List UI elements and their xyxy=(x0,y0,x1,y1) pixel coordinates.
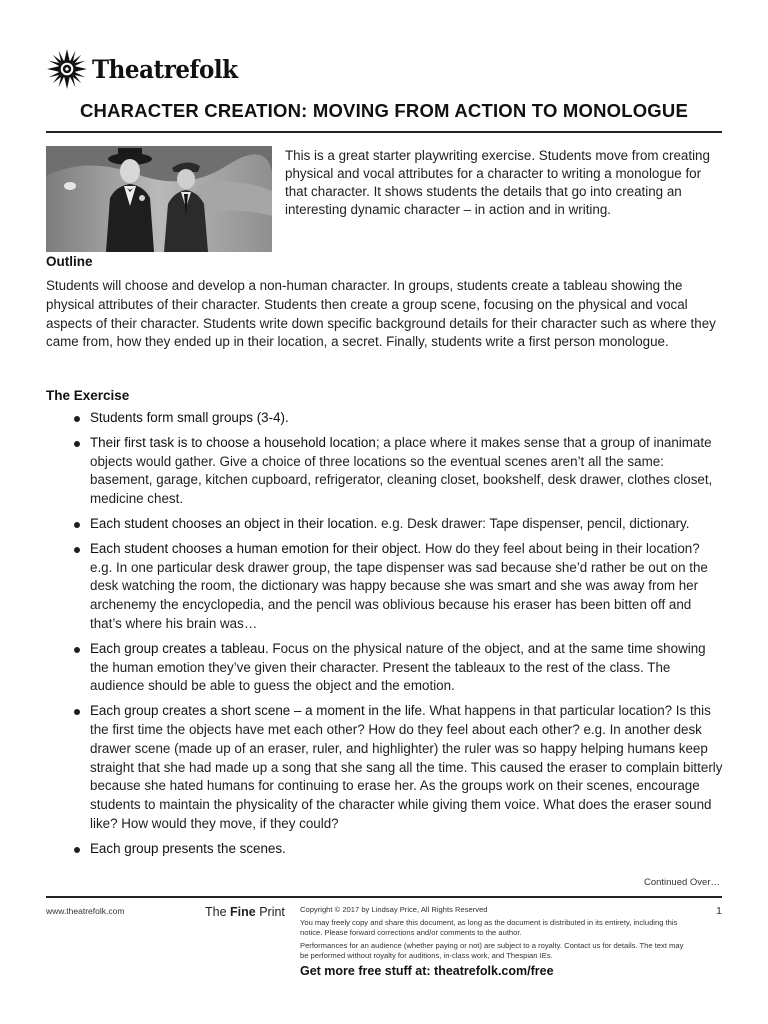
page-number: 1 xyxy=(716,905,722,917)
title-divider xyxy=(46,131,722,133)
intro-paragraph: This is a great starter playwriting exercise. Students move from creating physical and vocal attributes for a character to writing a monologue for that character. It shows students the details that go into creating an interesting dynamic character – in action and in writing. xyxy=(285,148,710,217)
get-more-link[interactable]: Get more free stuff at: theatrefolk.com/free xyxy=(300,964,554,978)
item-lead: Each student chooses a human emotion for their object. xyxy=(90,540,422,556)
legal-notice xyxy=(300,905,690,964)
continued-note: Continued Over… xyxy=(643,877,720,888)
fine-print-label xyxy=(205,905,285,919)
vintage-photo-two-actors xyxy=(46,146,272,252)
fine-print-pre: The xyxy=(205,905,231,919)
item-text: How do they feel about being in their location? e.g. In one particular desk drawer group, the tape dispenser was sad because she’d rather be out on the desk watching the room, the dictionary was happy because she was smart and she was away from her archenemy the encyclopedia, and the pencil was oblivious because his eraser has been bitten off and that’s where his brain was… xyxy=(90,540,708,631)
page-title: CHARACTER CREATION: MOVING FROM ACTION TO MONOLOGUE xyxy=(80,100,688,121)
brand-name: Theatrefolk xyxy=(92,54,238,84)
exercise-heading: The Exercise xyxy=(46,388,130,403)
share-text: You may freely copy and share this document, as long as the document is distributed in its entirety, including this notice. Please forward corrections and/or comments to the author. xyxy=(300,917,678,938)
list-item xyxy=(74,434,725,509)
item-lead: Students form small groups (3-4). xyxy=(90,410,289,425)
item-lead: Each group creates a tableau. xyxy=(90,640,269,656)
royalty-text: Performances for an audience (whether paying or not) are subject to a royalty. Contact us for details. The text may be performed without royalty for auditions, in-class work, and Thespian IEs. xyxy=(300,940,684,961)
item-lead: Their first task is to choose a household location xyxy=(90,434,376,450)
list-item xyxy=(74,515,725,534)
item-lead: Each group presents the scenes. xyxy=(90,840,286,856)
item-text: What happens in that particular location? Is this the first time the objects have met each other? How do they feel about each other? e.g. In another desk drawer scene (made up of an eraser, ruler, and highlighter) the ruler was so happy helping humans keep straight that she had made up a song that she sang all the time. This caused the eraser to complain bitterly because she hated humans for continuing to erase her. As the groups work on their scenes, encourage students to maintain the physicality of the character while giving them voice. What does the eraser sound like? How would they move, if they could? xyxy=(90,703,723,831)
footer-url-link[interactable]: www.theatrefolk.com xyxy=(46,906,125,916)
fine-print-post: Print xyxy=(255,905,285,919)
brand-logo xyxy=(46,48,250,90)
item-text: ; a place where it makes sense that a group of inanimate objects would gather. Give a choice of three locations so the eventual scenes aren’t all the same: basement, garage, kitchen cupboard, refrigerator, cleaning closet, bookshelf, desk drawer, clothes closet, medicine chest. xyxy=(90,434,713,507)
footer-divider xyxy=(46,896,722,898)
list-item xyxy=(74,640,725,696)
outline-heading: Outline xyxy=(46,254,93,269)
exercise-list xyxy=(74,409,725,859)
item-lead: Each student chooses an object in their location. xyxy=(90,515,378,531)
copyright-text: Copyright © 2017 by Lindsay Price, All Rights Reserved xyxy=(300,905,488,914)
item-text: e.g. Desk drawer: Tape dispenser, pencil, dictionary. xyxy=(377,515,690,531)
list-item xyxy=(74,702,725,834)
item-lead: Each group creates a short scene – a moment in the life. xyxy=(90,703,426,719)
list-item xyxy=(74,540,725,634)
list-item xyxy=(74,409,725,428)
outline-paragraph: Students will choose and develop a non-human character. In groups, students create a tableau showing the physical attributes of their character. Students then create a group scene, focusing on the physical and vocal aspects of their character. Students write down specific background details for their character such as where they came from, how they ended up in their location, a secret. Finally, students write a first person monologue. xyxy=(46,278,716,350)
item-text: Focus on the physical nature of the object, and at the same time showing the human emotion they’ve given their character. Present the tableaux to the rest of the class. The audience should be able to guess the object and the emotion. xyxy=(90,640,706,694)
sunburst-logo-icon xyxy=(46,48,88,90)
list-item xyxy=(74,840,725,859)
fine-print-bold: Fine xyxy=(230,905,256,919)
